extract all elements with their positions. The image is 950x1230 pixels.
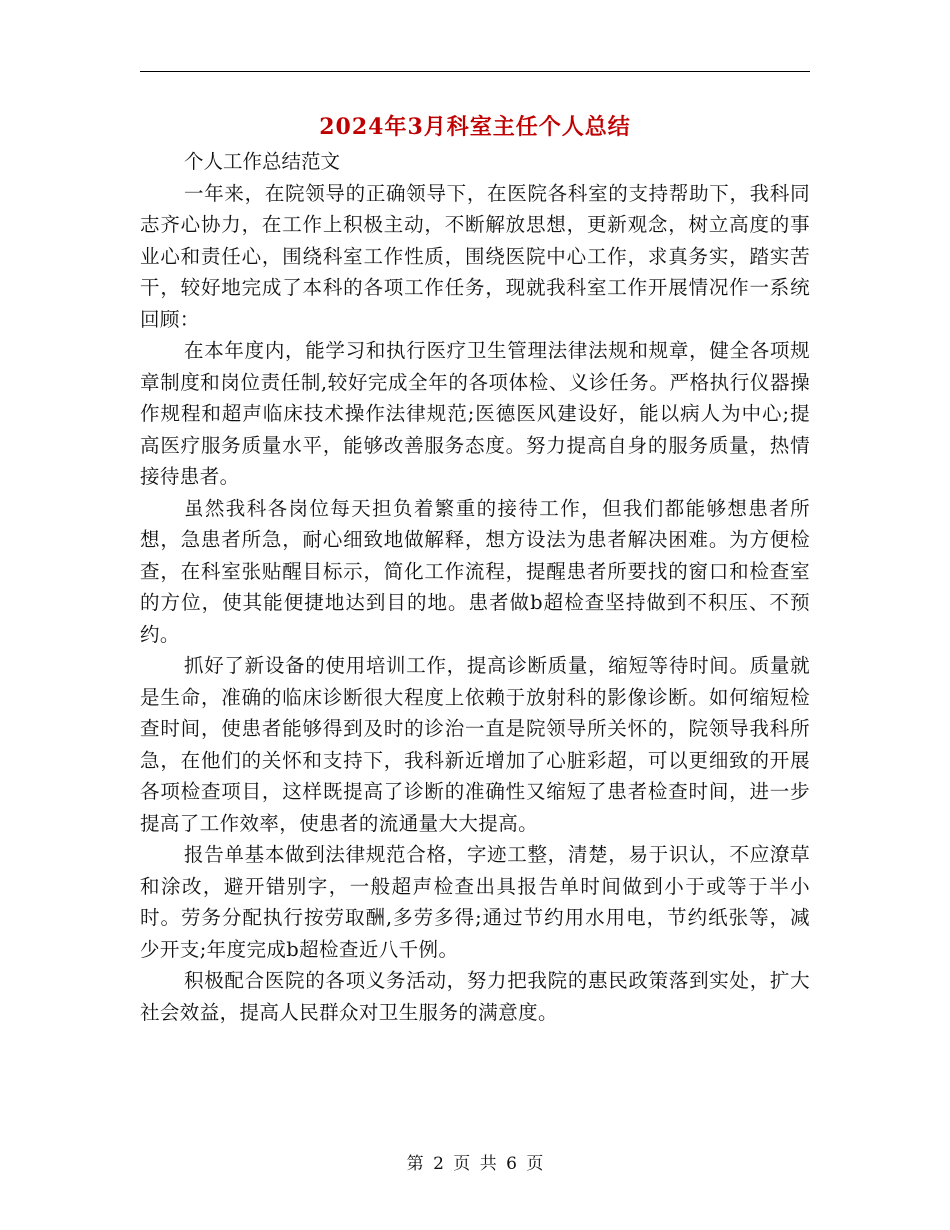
paragraph-4: 抓好了新设备的使用培训工作，提高诊断质量，缩短等待时间。质量就是生命，准确的临床诊断很大程度上依赖于放射科的影像诊断。如何缩短检查时间，使患者能够得到及时的诊治一直是院领导所关怀的，院领导我科所急，在他们的关怀和支持下，我科新近增加了心脏彩超，可以更细致的开展各项检查项目，这样既提高了诊断的准确性又缩短了患者检查时间，进一步提高了工作效率，使患者的流通量大大提高。 xyxy=(140,654,810,835)
paragraph-5: 报告单基本做到法律规范合格，字迹工整，清楚，易于识认，不应潦草和涂改，避开错别字，一般超声检查出具报告单时间做到小于或等于半小时。劳务分配执行按劳取酬,多劳多得;通过节约用水用电，节约纸张等，减少开支;年度完成b超检查近八千例。 xyxy=(140,843,810,961)
header-rule xyxy=(140,71,810,72)
document-subtitle: 个人工作总结范文 xyxy=(184,150,341,173)
page-number-footer: 第 2 页 共 6 页 xyxy=(406,1154,544,1174)
paragraph-6: 积极配合医院的各项义务活动，努力把我院的惠民政策落到实处，扩大社会效益，提高人民群众对卫生服务的满意度。 xyxy=(140,969,810,1024)
document-body xyxy=(140,146,810,1028)
paragraph-3: 虽然我科各岗位每天担负着繁重的接待工作，但我们都能够想患者所想，急患者所急，耐心细致地做解释，想方设法为患者解决困难。为方便检查，在科室张贴醒目标示，简化工作流程，提醒患者所要找的窗口和检查室的方位，使其能便捷地达到目的地。患者做b超检查坚持做到不积压、不预约。 xyxy=(140,496,810,646)
document-title: 2024年3月科室主任个人总结 xyxy=(319,114,631,140)
paragraph-2: 在本年度内，能学习和执行医疗卫生管理法律法规和规章，健全各项规章制度和岗位责任制,较好完成全年的各项体检、义诊任务。严格执行仪器操作规程和超声临床技术操作法律规范;医德医风建设好，能以病人为中心;提高医疗服务质量水平，能够改善服务态度。努力提高自身的服务质量，热情接待患者。 xyxy=(140,339,810,488)
paragraph-1: 一年来，在院领导的正确领导下，在医院各科室的支持帮助下，我科同志齐心协力，在工作上积极主动，不断解放思想，更新观念，树立高度的事业心和责任心，围绕科室工作性质，围绕医院中心工作，求真务实，踏实苦干，较好地完成了本科的各项工作任务，现就我科室工作开展情况作一系统回顾： xyxy=(140,181,810,331)
